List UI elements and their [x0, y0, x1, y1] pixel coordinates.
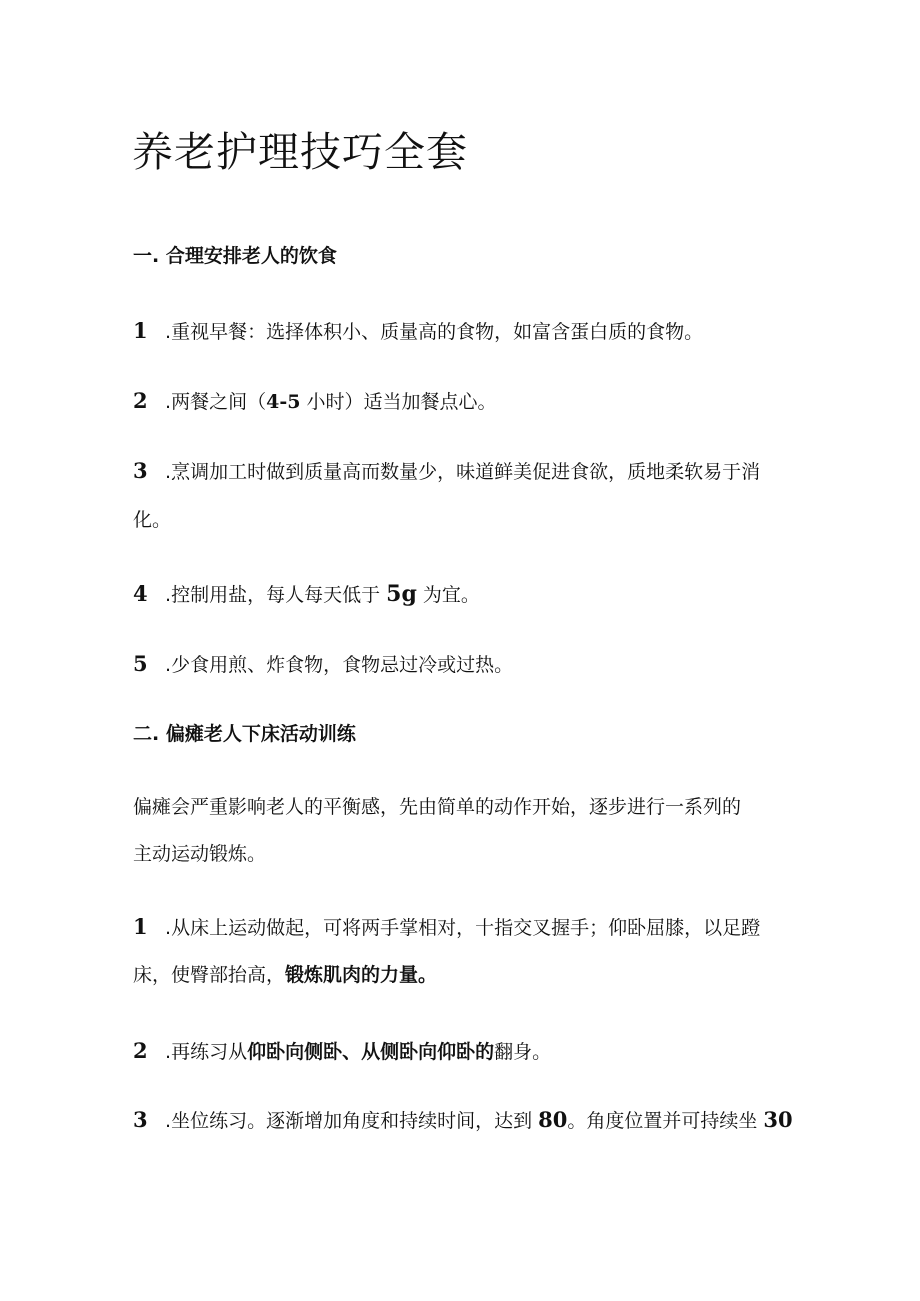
diet-item-4 — [133, 581, 480, 608]
training-item-2 — [133, 1038, 551, 1065]
section-heading-diet: 一. 合理安排老人的饮食 — [133, 245, 337, 267]
item-text-bold: 仰卧向侧卧、从侧卧向仰卧的 — [247, 1041, 495, 1063]
item-amount: 5g — [386, 581, 417, 607]
section-heading-hemiplegia: 二. 偏瘫老人下床活动训练 — [133, 723, 356, 745]
item-text: .坐位练习。逐渐增加角度和持续时间，达到 — [165, 1110, 539, 1132]
item-number: 5 — [133, 651, 148, 676]
diet-item-1 — [133, 318, 703, 345]
diet-item-3-continued: 化。 — [133, 509, 172, 531]
item-text: .烹调加工时做到质量高而数量少，味道鲜美促进食欲，质地柔软易于消 — [165, 461, 761, 483]
item-number: 1 — [133, 318, 148, 343]
training-item-1 — [133, 914, 760, 941]
diet-item-2 — [133, 388, 496, 415]
section-intro-line-1: 偏瘫会严重影响老人的平衡感，先由简单的动作开始，逐步进行一系列的 — [133, 796, 742, 818]
item-text: .控制用盐，每人每天低于 — [165, 584, 387, 606]
section-intro-line-2: 主动运动锻炼。 — [133, 843, 267, 865]
item-number: 3 — [133, 458, 148, 483]
item-text: 为宜。 — [416, 584, 480, 606]
item-text: 翻身。 — [494, 1041, 552, 1063]
item-number: 2 — [133, 1038, 148, 1063]
item-text-bold: 锻炼肌肉的力量。 — [285, 964, 438, 986]
diet-item-3 — [133, 458, 760, 485]
item-angle: 80 — [538, 1107, 568, 1132]
item-number: 3 — [133, 1107, 148, 1132]
item-number: 1 — [133, 914, 148, 939]
item-text: .少食用煎、炸食物，食物忌过冷或过热。 — [165, 654, 514, 676]
item-text: .两餐之间（ — [165, 391, 267, 413]
diet-item-5 — [133, 651, 513, 678]
training-item-1-continued — [133, 962, 437, 988]
item-text: 。角度位置并可持续坐 — [567, 1110, 764, 1132]
item-text: 小时）适当加餐点心。 — [300, 391, 497, 413]
item-number: 2 — [133, 388, 148, 413]
item-text: .重视早餐：选择体积小、质量高的食物，如富含蛋白质的食物。 — [165, 321, 704, 343]
item-text: 床，使臀部抬高， — [133, 964, 286, 986]
item-hours: 4-5 — [266, 391, 301, 413]
item-text: .从床上运动做起，可将两手掌相对，十指交叉握手；仰卧屈膝，以足蹬 — [165, 917, 761, 939]
training-item-3 — [133, 1107, 793, 1134]
item-text: .再练习从 — [165, 1041, 248, 1063]
document-title: 养老护理技巧全套 — [132, 128, 468, 176]
item-minutes: 30 — [763, 1107, 793, 1132]
item-number: 4 — [133, 581, 148, 606]
